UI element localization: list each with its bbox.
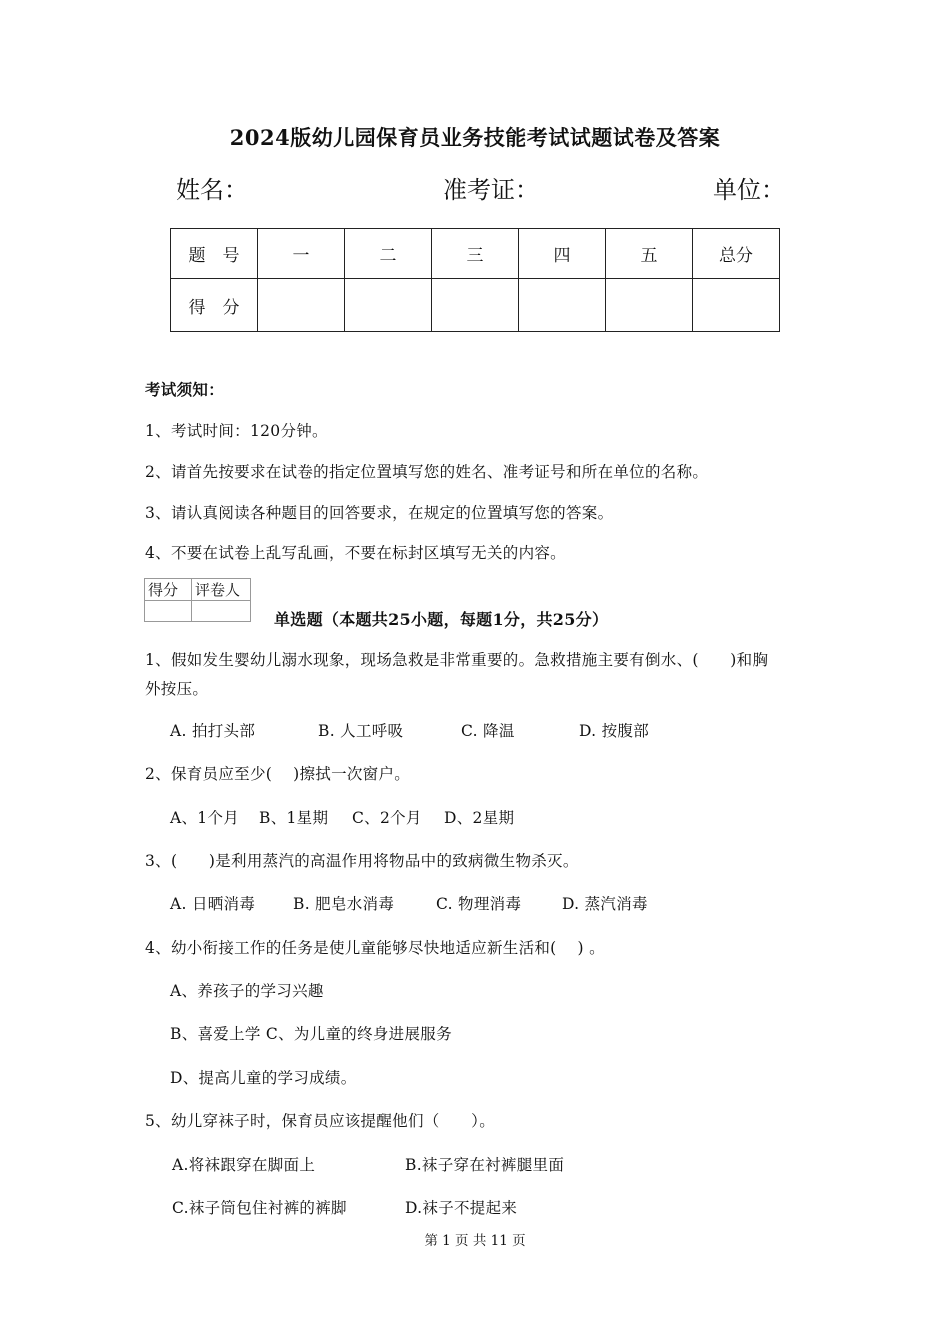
document-title: 2024版幼儿园保育员业务技能考试试题试卷及答案	[229, 125, 721, 150]
score-cell[interactable]	[606, 279, 693, 332]
unit-field-label: 单位：	[713, 176, 785, 204]
question-stem: 2、保育员应至少( )擦拭一次窗户。	[145, 765, 411, 783]
question-option[interactable]: C、2个月	[352, 809, 422, 827]
question-option[interactable]: B. 人工呼吸	[318, 722, 404, 740]
question-option[interactable]: D. 按腹部	[579, 722, 650, 740]
grader-reviewer-cell[interactable]	[192, 601, 251, 622]
question-option[interactable]: D.袜子不提起来	[405, 1199, 518, 1217]
question-stem: 3、( )是利用蒸汽的高温作用将物品中的致病微生物杀灭。	[145, 852, 579, 870]
section-heading: 单选题（本题共25小题，每题1分，共25分）	[274, 610, 609, 629]
score-table-header-cell: 题 号	[171, 229, 258, 279]
question-option[interactable]: A、养孩子的学习兴趣	[170, 982, 324, 1000]
question-option[interactable]: D. 蒸汽消毒	[562, 895, 648, 913]
score-cell[interactable]	[345, 279, 432, 332]
question-stem: 5、幼儿穿袜子时，保育员应该提醒他们（ ）。	[145, 1112, 496, 1130]
question-option[interactable]: B. 肥皂水消毒	[293, 895, 395, 913]
question-stem-continuation: 外按压。	[145, 680, 209, 698]
question-option[interactable]: A. 拍打头部	[170, 722, 256, 740]
score-table-header-cell: 总分	[693, 229, 780, 279]
score-cell[interactable]	[693, 279, 780, 332]
question-option[interactable]: B.袜子穿在衬裤腿里面	[405, 1156, 565, 1174]
question-option[interactable]: A.将袜跟穿在脚面上	[172, 1156, 316, 1174]
name-field-label: 姓名：	[176, 176, 248, 204]
score-table-header-cell: 五	[606, 229, 693, 279]
grader-score-label: 得分	[145, 579, 192, 601]
score-table-header-cell: 三	[432, 229, 519, 279]
notice-item: 2、请首先按要求在试卷的指定位置填写您的姓名、准考证号和所在单位的名称。	[145, 463, 709, 481]
grader-reviewer-label: 评卷人	[192, 579, 251, 601]
question-stem: 1、假如发生婴幼儿溺水现象，现场急救是非常重要的。急救措施主要有倒水、( )和胸	[145, 651, 769, 669]
question-option[interactable]: A、1个月	[170, 809, 240, 827]
question-option[interactable]: C. 降温	[461, 722, 515, 740]
grader-score-cell[interactable]	[145, 601, 192, 622]
score-table	[170, 228, 780, 332]
score-row-label: 得 分	[171, 279, 258, 332]
exam-number-field-label: 准考证：	[443, 176, 539, 204]
score-table-header-cell: 一	[258, 229, 345, 279]
notice-heading: 考试须知：	[145, 380, 225, 399]
question-option[interactable]: B、1星期	[259, 809, 329, 827]
score-cell[interactable]	[519, 279, 606, 332]
score-table-score-row	[171, 279, 780, 332]
notice-item: 1、考试时间：120分钟。	[145, 422, 328, 440]
score-cell[interactable]	[258, 279, 345, 332]
question-option[interactable]: C.袜子筒包住衬裤的裤脚	[172, 1199, 347, 1217]
score-table-header-cell: 二	[345, 229, 432, 279]
question-option[interactable]: D、提高儿童的学习成绩。	[170, 1069, 357, 1087]
question-stem: 4、幼小衔接工作的任务是使儿童能够尽快地适应新生活和( ) 。	[145, 939, 605, 957]
notice-item: 4、不要在试卷上乱写乱画，不要在标封区填写无关的内容。	[145, 544, 566, 562]
score-table-header-row	[171, 229, 780, 279]
question-option[interactable]: C. 物理消毒	[436, 895, 522, 913]
score-cell[interactable]	[432, 279, 519, 332]
question-option[interactable]: D、2星期	[444, 809, 515, 827]
notice-item: 3、请认真阅读各种题目的回答要求，在规定的位置填写您的答案。	[145, 504, 614, 522]
question-option[interactable]: A. 日晒消毒	[170, 895, 256, 913]
question-option[interactable]: B、喜爱上学 C、为儿童的终身进展服务	[170, 1025, 452, 1043]
score-table-header-cell: 四	[519, 229, 606, 279]
page-footer: 第 1 页 共 11 页	[424, 1233, 526, 1249]
grader-box	[144, 578, 251, 622]
